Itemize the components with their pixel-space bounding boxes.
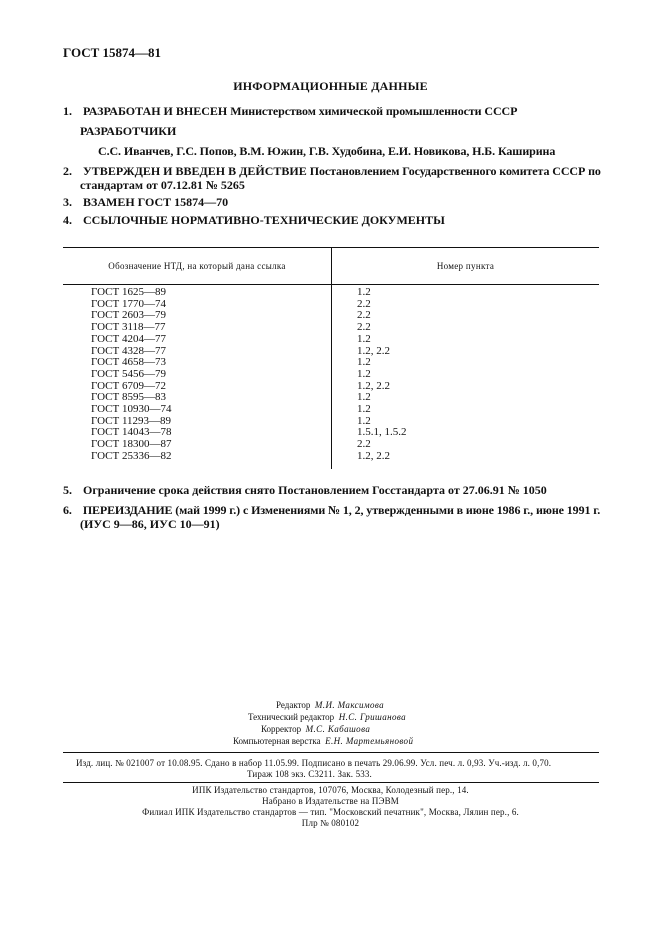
table-cell-ntd: ГОСТ 18300—87 [91,438,172,451]
table-cell-ntd: ГОСТ 3118—77 [91,321,166,334]
credit-editor [276,700,384,710]
item-6-text: (май 1999 г.) с Изменениями № 1, 2, утвержденными в июне 1986 г., июне 1991 г. [175,503,601,517]
item-1-text: Министерством химической промышленности СССР [230,104,518,118]
imprint-line-1: Изд. лиц. № 021007 от 10.08.95. Сдано в набор 11.05.99. Подписано в печать 29.06.99. Усл. печ. л. 0,93. Уч.-изд. л. 0,70. [76,758,552,768]
table-cell-ntd: ГОСТ 5456—79 [91,367,166,380]
item-2 [63,164,601,179]
item-4-text: ССЫЛОЧНЫЕ НОРМАТИВНО-ТЕХНИЧЕСКИЕ ДОКУМЕНТЫ [83,213,445,227]
credit-tech-name: Н.С. Гришанова [338,712,407,722]
credit-editor-label: Редактор [276,700,311,710]
item-3 [63,195,228,210]
item-4-number: 4. [63,213,72,227]
table-cell-clause: 1.2 [357,367,371,380]
item-2-number: 2. [63,164,72,178]
table-cell-ntd: ГОСТ 14043—78 [91,426,172,439]
table-cell-clause: 1.5.1, 1.5.2 [357,426,407,439]
item-6-number: 6. [63,503,72,517]
credit-corrector-name: М.С. Кабашова [305,724,371,734]
table-cell-clause: 1.2, 2.2 [357,379,390,392]
item-6 [63,503,600,518]
imprint-bottom-rule [63,782,599,783]
credit-layout-name: Е.Н. Мартемьяновой [325,736,414,746]
item-6-heading: ПЕРЕИЗДАНИЕ [82,503,173,517]
item-5-number: 5. [63,483,72,497]
table-cell-ntd: ГОСТ 11293—89 [91,414,172,427]
table-cell-clause: 1.2, 2.2 [357,344,390,357]
item-6-line2: (ИУС 9—86, ИУС 10—91) [80,517,220,531]
item-1 [63,104,517,119]
table-cell-ntd: ГОСТ 25336—82 [91,449,172,462]
imprint-top-rule [63,752,599,753]
item-2-heading: УТВЕРЖДЕН И ВВЕДЕН В ДЕЙСТВИЕ [83,164,307,178]
item-5 [63,483,547,498]
item-3-text: ВЗАМЕН ГОСТ 15874—70 [83,195,229,209]
table-cell-ntd: ГОСТ 6709—72 [91,379,166,392]
credit-layout [233,736,413,746]
table-cell-ntd: ГОСТ 4658—73 [91,356,166,369]
table-cell-clause: 2.2 [357,321,371,334]
table-column-divider [331,247,332,469]
table-cell-ntd: ГОСТ 1625—89 [91,286,166,298]
credit-tech [248,712,406,722]
credit-layout-label: Компьютерная верстка [233,736,321,746]
table-cell-ntd: ГОСТ 1770—74 [91,297,166,310]
table-cell-ntd: ГОСТ 4328—77 [91,344,166,357]
credit-corrector-label: Корректор [261,724,302,734]
table-cell-ntd: ГОСТ 4204—77 [91,332,166,345]
table-cell-clause: 1.2 [357,332,371,345]
table-cell-clause: 2.2 [357,309,371,322]
publisher-line-1: ИПК Издательство стандартов, 107076, Москва, Колодезный пер., 14. [192,785,469,795]
table-cell-clause: 1.2, 2.2 [357,449,390,462]
item-1-heading: РАЗРАБОТАН И ВНЕСЕН [83,104,228,118]
item-5-text: Ограничение срока действия снято Постановлением Госстандарта от 27.06.91 № 1050 [83,483,547,497]
references-table [63,247,599,469]
table-cell-clause: 1.2 [357,356,371,369]
table-cell-ntd: ГОСТ 8595—83 [91,391,166,404]
standard-code: ГОСТ 15874—81 [63,45,162,60]
item-4 [63,213,445,228]
table-cell-clause: 1.2 [357,414,371,427]
publisher-line-2: Набрано в Издательстве на ПЭВМ [262,796,399,806]
developers-label: РАЗРАБОТЧИКИ [80,124,177,138]
table-cell-clause: 2.2 [357,297,371,310]
credit-editor-name: М.И. Максимова [314,700,385,710]
table-header-ntd: Обозначение НТД, на который дана ссылка [108,261,286,271]
table-cell-ntd: ГОСТ 10930—74 [91,403,172,416]
publisher-line-3: Филиал ИПК Издательство стандартов — тип. "Московский печатник", Москва, Лялин пер., 6. [142,807,519,817]
item-2-text: Постановлением Государственного комитета СССР по [309,164,601,178]
developers-list: С.С. Иванчев, Г.С. Попов, В.М. Южин, Г.В. Худобина, Е.И. Новикова, Н.Б. Каширина [98,144,556,158]
table-cell-clause: 1.2 [357,286,371,298]
table-cell-clause: 2.2 [357,438,371,451]
table-cell-ntd: ГОСТ 2603—79 [91,309,166,322]
imprint-line-2: Тираж 108 экз. С3211. Зак. 533. [247,769,372,779]
credit-corrector [261,724,370,734]
table-cell-clause: 1.2 [357,391,371,404]
item-3-number: 3. [63,195,72,209]
table-col-ntd [91,287,171,463]
credit-tech-label: Технический редактор [248,712,335,722]
table-col-clause [357,287,407,463]
table-cell-clause: 1.2 [357,403,371,416]
publisher-line-4: Плр № 080102 [301,818,360,828]
page-title: ИНФОРМАЦИОННЫЕ ДАННЫЕ [233,79,428,93]
table-header-clause: Номер пункта [436,261,495,271]
item-2-line2: стандартам от 07.12.81 № 5265 [80,178,245,192]
item-1-number: 1. [63,104,72,118]
